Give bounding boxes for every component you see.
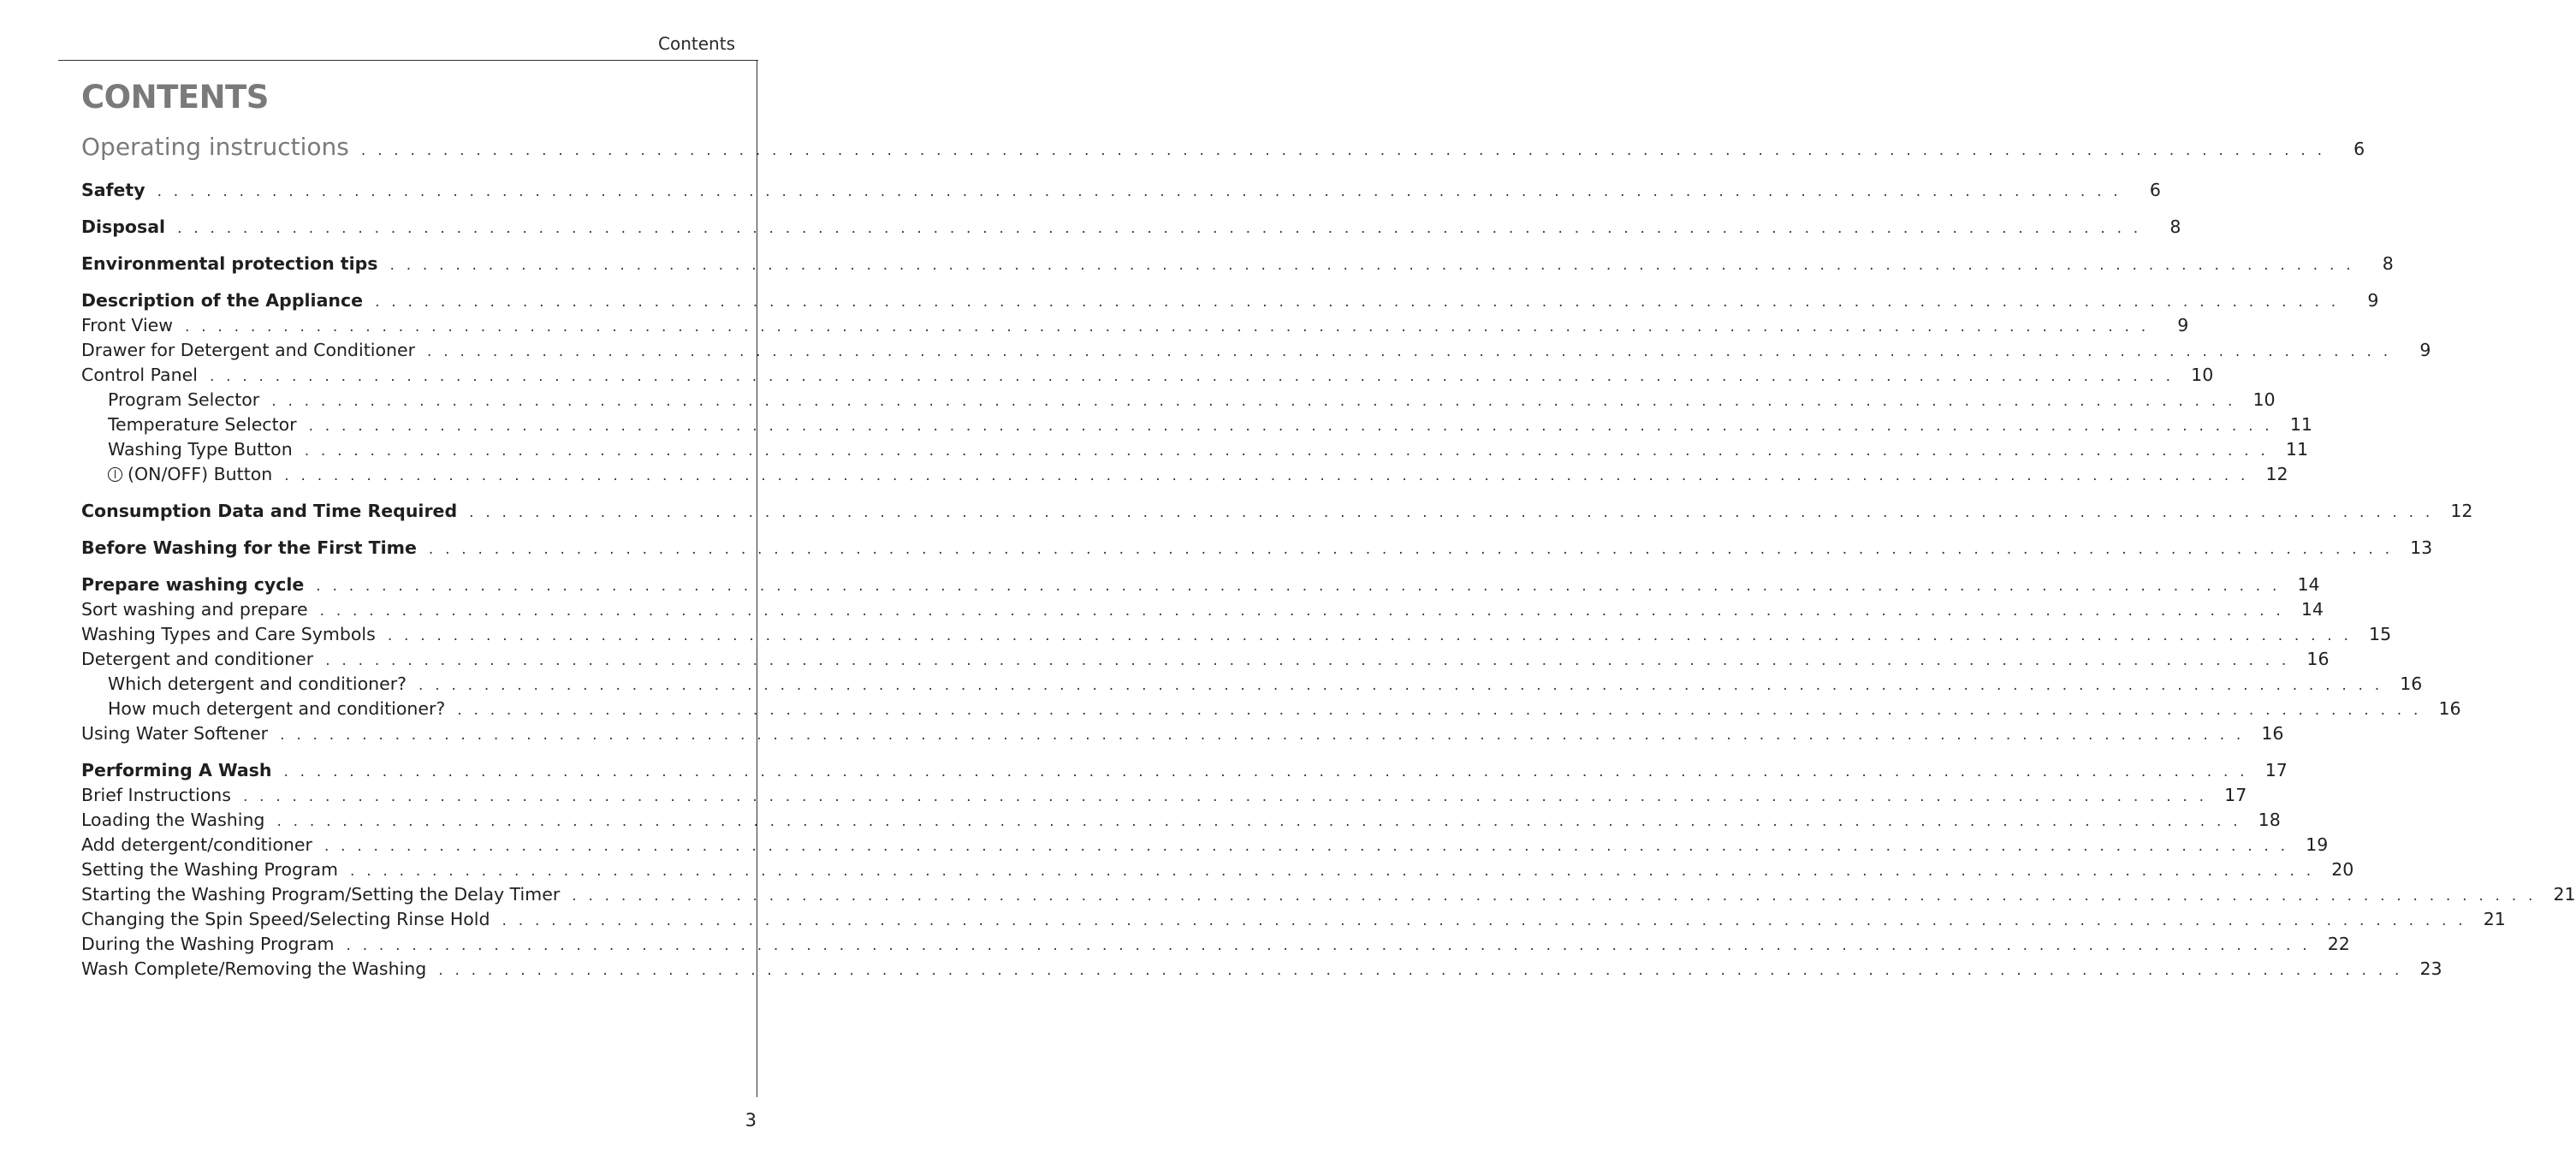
toc-entry-label — [81, 338, 427, 363]
toc-entry[interactable] — [81, 128, 2365, 166]
toc-entry[interactable] — [81, 288, 2379, 313]
toc-entry-label — [81, 721, 280, 746]
toc-entry-label — [81, 907, 502, 932]
toc-entry-text: Detergent and conditioner — [81, 649, 314, 669]
toc-entry[interactable] — [81, 338, 2431, 363]
toc-entry-label — [81, 622, 388, 647]
toc-entry-text: Using Water Softener — [81, 723, 269, 744]
toc-entry-label — [81, 128, 361, 166]
toc-entry-label — [81, 178, 157, 203]
toc-entry-text: Sort washing and prepare — [81, 599, 308, 620]
toc-entry-label — [81, 573, 316, 597]
dot-leader: . . . . . . . . . . . . . . . . . . . . . . . . . . . . . . . . . . . . . . . . . . . . . . . . . . . . . . . . . . . . . . . . . . . . . . . . . . . . . . . . . . . . . . . . . . . . . . . . . . . . . . . . . . . . . . . . . . . . . . . . — [325, 652, 2290, 669]
toc-entry[interactable] — [81, 499, 2473, 524]
toc-entry-text: Prepare washing cycle — [81, 574, 305, 595]
toc-entry-page: 11 — [2285, 439, 2308, 460]
dot-leader: . . . . . . . . . . . . . . . . . . . . . . . . . . . . . . . . . . . . . . . . . . . . . . . . . . . . . . . . . . . . . . . . . . . . . . . . . . . . . . . . . . . . . . . . . . . . . . . . . . . . . . . . . . . . . . . . . . . . . . . . — [185, 318, 2150, 335]
toc-entry-text: During the Washing Program — [81, 934, 335, 954]
toc-entry[interactable] — [81, 783, 2247, 808]
page-number: 3 — [745, 1110, 757, 1130]
toc-entry-text: Consumption Data and Time Required — [81, 501, 458, 521]
toc-entry-label — [81, 597, 320, 622]
toc-entry-text: Description of the Appliance — [81, 290, 364, 311]
toc-entry-page: 20 — [2331, 859, 2354, 880]
dot-leader: . . . . . . . . . . . . . . . . . . . . . . . . . . . . . . . . . . . . . . . . . . . . . . . . . . . . . . . . . . . . . . . . . . . . . . . . . . . . . . . . . . . . . . . . . . . . . . . . . . . . . . . . . . . . . . . . . . . . . . . . — [308, 418, 2273, 435]
toc-entry-label — [81, 252, 390, 276]
toc-entry-text: Safety — [81, 180, 145, 200]
toc-entry[interactable] — [81, 857, 2354, 882]
toc-entry[interactable] — [81, 721, 2284, 746]
toc-entry[interactable] — [81, 536, 2433, 561]
toc-entry-page: 6 — [2149, 180, 2161, 200]
dot-leader: . . . . . . . . . . . . . . . . . . . . . . . . . . . . . . . . . . . . . . . . . . . . . . . . . . . . . . . . . . . . . . . . . . . . . . . . . . . . . . . . . . . . . . . . . . . . . . . . . . . . . . . . . . . . . . . . . . . . . . . . — [457, 702, 2422, 719]
toc-entry-page: 17 — [2224, 785, 2247, 805]
toc-entry[interactable] — [81, 462, 2288, 487]
dot-leader: . . . . . . . . . . . . . . . . . . . . . . . . . . . . . . . . . . . . . . . . . . . . . . . . . . . . . . . . . . . . . . . . . . . . . . . . . . . . . . . . . . . . . . . . . . . . . . . . . . . . . . . . . . . . . . . . . . . . . . . . — [389, 257, 2354, 274]
page-title: CONTENTS — [81, 79, 269, 116]
toc-entry-label — [81, 882, 572, 907]
toc-entry-text: Temperature Selector — [108, 414, 297, 435]
toc-entry-label — [81, 932, 347, 957]
toc-entry[interactable] — [81, 932, 2350, 957]
toc-entry-label — [81, 288, 375, 313]
toc-entry-label — [81, 647, 325, 672]
toc-entry-text: Wash Complete/Removing the Washing — [81, 958, 427, 979]
toc-entry[interactable] — [81, 597, 2324, 622]
toc-entry-text: Before Washing for the First Time — [81, 537, 417, 558]
toc-entry-page: 11 — [2289, 414, 2312, 435]
toc-entry-label — [81, 412, 309, 437]
toc-entry-page: 12 — [2450, 501, 2473, 521]
toc-entry[interactable] — [81, 215, 2181, 240]
toc-entry-text: How much detergent and conditioner? — [108, 698, 446, 719]
toc-entry-label — [81, 833, 324, 857]
toc-entry-label — [81, 783, 243, 808]
toc-entry-page: 22 — [2327, 934, 2350, 954]
dot-leader: . . . . . . . . . . . . . . . . . . . . . . . . . . . . . . . . . . . . . . . . . . . . . . . . . . . . . . . . . . . . . . . . . . . . . . . . . . . . . . . . . . . . . . . . . . . . . . . . . . . . . . . . . . . . . . . . . . . . . . . . — [418, 677, 2383, 694]
dot-leader: . . . . . . . . . . . . . . . . . . . . . . . . . . . . . . . . . . . . . . . . . . . . . . . . . . . . . . . . . . . . . . . . . . . . . . . . . . . . . . . . . . . . . . . . . . . . . . . . . . . . . . . . . . . . . . . . . . . . . . . . — [387, 627, 2353, 644]
toc-entry-label — [81, 857, 350, 882]
dot-leader: . . . . . . . . . . . . . . . . . . . . . . . . . . . . . . . . . . . . . . . . . . . . . . . . . . . . . . . . . . . . . . . . . . . . . . . . . . . . . . . . . . . . . . . . . . . . . . . . . . . . . . . . . . . . . . . . . . . . . . . . — [438, 962, 2403, 979]
toc-entry[interactable] — [81, 437, 2308, 462]
toc-entry-page: 16 — [2400, 673, 2423, 694]
toc-entry-page: 17 — [2264, 760, 2288, 780]
toc-entry-label — [81, 808, 276, 833]
toc-entry-page: 12 — [2265, 464, 2288, 484]
toc-entry[interactable] — [81, 388, 2276, 412]
toc-entry[interactable] — [81, 833, 2329, 857]
dot-leader: . . . . . . . . . . . . . . . . . . . . . . . . . . . . . . . . . . . . . . . . . . . . . . . . . . . . . . . . . . . . . . . . . . . . . . . . . . . . . . . . . . . . . . . . . . . . . . . . . . . . . . . . . . . . . . . . . . . . . . . . — [316, 578, 2281, 595]
toc-entry-text: Washing Type Button — [108, 439, 293, 460]
dot-leader: . . . . . . . . . . . . . . . . . . . . . . . . . . . . . . . . . . . . . . . . . . . . . . . . . . . . . . . . . . . . . . . . . . . . . . . . . . . . . . . . . . . . . . . . . . . . . . . . . . . . . . . . . . . . . . . . . . . . . . . . — [349, 863, 2315, 880]
toc-entry-text: Changing the Spin Speed/Selecting Rinse Hold — [81, 909, 490, 929]
toc-entry-label — [81, 215, 177, 240]
toc-entry[interactable] — [81, 697, 2461, 721]
toc-entry-text: Starting the Washing Program/Setting the Delay Timer — [81, 884, 561, 905]
toc-entry-page: 16 — [2438, 698, 2461, 719]
toc-entry-page: 6 — [2353, 139, 2365, 159]
toc-entry[interactable] — [81, 252, 2394, 276]
toc-entry-text: Operating instructions — [81, 133, 349, 161]
dot-leader: . . . . . . . . . . . . . . . . . . . . . . . . . . . . . . . . . . . . . . . . . . . . . . . . . . . . . . . . . . . . . . . . . . . . . . . . . . . . . . . . . . . . . . . . . . . . . . . . . . . . . . . . . . . . . . . . . . . . . . . . — [572, 887, 2537, 905]
dot-leader: . . . . . . . . . . . . . . . . . . . . . . . . . . . . . . . . . . . . . . . . . . . . . . . . . . . . . . . . . . . . . . . . . . . . . . . . . . . . . . . . . . . . . . . . . . . . . . . . . . . . . . . . . . . . . . . . . . . . . . . . — [346, 937, 2311, 954]
dot-leader: . . . . . . . . . . . . . . . . . . . . . . . . . . . . . . . . . . . . . . . . . . . . . . . . . . . . . . . . . . . . . . . . . . . . . . . . . . . . . . . . . . . . . . . . . . . . . . . . . . . . . . . . . . . . . . . . . . . . . . . . — [375, 294, 2340, 311]
dot-leader: . . . . . . . . . . . . . . . . . . . . . . . . . . . . . . . . . . . . . . . . . . . . . . . . . . . . . . . . . . . . . . . . . . . . . . . . . . . . . . . . . . . . . . . . . . . . . . . . . . . . . . . . . . . . . . . . . . . . . . . . — [280, 727, 2245, 744]
toc-entry-page: 21 — [2553, 884, 2576, 905]
toc-entry-text: Disposal — [81, 217, 166, 237]
dot-leader: . . . . . . . . . . . . . . . . . . . . . . . . . . . . . . . . . . . . . . . . . . . . . . . . . . . . . . . . . . . . . . . . . . . . . . . . . . . . . . . . . . . . . . . . . . . . . . . . . . . . . . . . . . . . . . . . . . . . . . . . — [209, 368, 2175, 385]
toc-entry[interactable] — [81, 313, 2189, 338]
toc-entry[interactable] — [81, 363, 2214, 388]
toc-entry-text: Setting the Washing Program — [81, 859, 338, 880]
toc-entry-label — [81, 437, 305, 462]
toc-entry-page: 13 — [2410, 537, 2433, 558]
dot-leader: . . . . . . . . . . . . . . . . . . . . . . . . . . . . . . . . . . . . . . . . . . . . . . . . . . . . . . . . . . . . . . . . . . . . . . . . . . . . . . . . . . . . . . . . . . . . . . . . . . . . . . . . . . . . . . . . . . . . . . . . — [242, 788, 2208, 805]
toc-entry-page: 8 — [2169, 217, 2181, 237]
toc-entry[interactable] — [81, 622, 2392, 647]
dot-leader: . . . . . . . . . . . . . . . . . . . . . . . . . . . . . . . . . . . . . . . . . . . . . . . . . . . . . . . . . . . . . . . . . . . . . . . . . . . . . . . . . . . . . . . . . . . . . . . . . . . . . . . . . . . . . . . . . . . . . . . . — [319, 602, 2284, 620]
top-rule — [58, 60, 758, 61]
toc-entry[interactable] — [81, 957, 2442, 982]
toc-entry-label — [81, 363, 210, 388]
toc-entry-page: 23 — [2419, 958, 2442, 979]
table-of-contents — [81, 128, 2576, 982]
toc-entry[interactable] — [81, 647, 2330, 672]
toc-entry-page: 14 — [2297, 574, 2320, 595]
toc-entry-text: Add detergent/conditioner — [81, 834, 312, 855]
toc-entry[interactable] — [81, 882, 2576, 907]
toc-entry-label — [81, 499, 469, 524]
toc-entry-page: 16 — [2306, 649, 2330, 669]
dot-leader: . . . . . . . . . . . . . . . . . . . . . . . . . . . . . . . . . . . . . . . . . . . . . . . . . . . . . . . . . . . . . . . . . . . . . . . . . . . . . . . . . . . . . . . . . . . . . . . . . . . . . . . . . . . . . . . . . . . . . . . . — [360, 142, 2326, 159]
toc-entry[interactable] — [81, 178, 2161, 203]
dot-leader: . . . . . . . . . . . . . . . . . . . . . . . . . . . . . . . . . . . . . . . . . . . . . . . . . . . . . . . . . . . . . . . . . . . . . . . . . . . . . . . . . . . . . . . . . . . . . . . . . . . . . . . . . . . . . . . . . . . . . . . . — [157, 183, 2122, 200]
dot-leader: . . . . . . . . . . . . . . . . . . . . . . . . . . . . . . . . . . . . . . . . . . . . . . . . . . . . . . . . . . . . . . . . . . . . . . . . . . . . . . . . . . . . . . . . . . . . . . . . . . . . . . . . . . . . . . . . . . . . . . . . — [271, 393, 2236, 410]
toc-entry[interactable] — [81, 672, 2423, 697]
toc-entry[interactable] — [81, 808, 2281, 833]
toc-entry-page: 16 — [2261, 723, 2284, 744]
toc-entry-label — [81, 462, 284, 487]
toc-entry-page: 8 — [2382, 253, 2394, 274]
dot-leader: . . . . . . . . . . . . . . . . . . . . . . . . . . . . . . . . . . . . . . . . . . . . . . . . . . . . . . . . . . . . . . . . . . . . . . . . . . . . . . . . . . . . . . . . . . . . . . . . . . . . . . . . . . . . . . . . . . . . . . . . — [276, 813, 2241, 830]
toc-entry-page: 19 — [2306, 834, 2329, 855]
running-head: Contents — [658, 33, 735, 54]
toc-entry-text: Performing A Wash — [81, 760, 272, 780]
toc-entry-page: 9 — [2177, 315, 2189, 335]
toc-entry-label — [81, 388, 271, 412]
dot-leader: . . . . . . . . . . . . . . . . . . . . . . . . . . . . . . . . . . . . . . . . . . . . . . . . . . . . . . . . . . . . . . . . . . . . . . . . . . . . . . . . . . . . . . . . . . . . . . . . . . . . . . . . . . . . . . . . . . . . . . . . — [323, 838, 2289, 855]
toc-entry-label — [81, 313, 185, 338]
toc-entry-text: (ON/OFF) Button — [128, 464, 273, 484]
dot-leader: . . . . . . . . . . . . . . . . . . . . . . . . . . . . . . . . . . . . . . . . . . . . . . . . . . . . . . . . . . . . . . . . . . . . . . . . . . . . . . . . . . . . . . . . . . . . . . . . . . . . . . . . . . . . . . . . . . . . . . . . — [428, 541, 2394, 558]
toc-entry-text: Which detergent and conditioner? — [108, 673, 407, 694]
dot-leader: . . . . . . . . . . . . . . . . . . . . . . . . . . . . . . . . . . . . . . . . . . . . . . . . . . . . . . . . . . . . . . . . . . . . . . . . . . . . . . . . . . . . . . . . . . . . . . . . . . . . . . . . . . . . . . . . . . . . . . . . — [469, 504, 2434, 521]
toc-entry-label — [81, 758, 283, 783]
toc-entry-page: 14 — [2300, 599, 2324, 620]
toc-entry[interactable] — [81, 907, 2506, 932]
dot-leader: . . . . . . . . . . . . . . . . . . . . . . . . . . . . . . . . . . . . . . . . . . . . . . . . . . . . . . . . . . . . . . . . . . . . . . . . . . . . . . . . . . . . . . . . . . . . . . . . . . . . . . . . . . . . . . . . . . . . . . . . — [284, 467, 2249, 484]
toc-entry-page: 15 — [2369, 624, 2392, 644]
dot-leader: . . . . . . . . . . . . . . . . . . . . . . . . . . . . . . . . . . . . . . . . . . . . . . . . . . . . . . . . . . . . . . . . . . . . . . . . . . . . . . . . . . . . . . . . . . . . . . . . . . . . . . . . . . . . . . . . . . . . . . . . — [427, 343, 2392, 360]
toc-entry-page: 9 — [2419, 340, 2431, 360]
toc-entry-text: Environmental protection tips — [81, 253, 378, 274]
toc-entry-label — [81, 672, 418, 697]
toc-entry-text: Drawer for Detergent and Conditioner — [81, 340, 416, 360]
toc-entry-text: Control Panel — [81, 365, 198, 385]
toc-entry[interactable] — [81, 758, 2288, 783]
toc-entry-text: Loading the Washing — [81, 810, 265, 830]
dot-leader: . . . . . . . . . . . . . . . . . . . . . . . . . . . . . . . . . . . . . . . . . . . . . . . . . . . . . . . . . . . . . . . . . . . . . . . . . . . . . . . . . . . . . . . . . . . . . . . . . . . . . . . . . . . . . . . . . . . . . . . . — [177, 220, 2142, 237]
toc-entry-text: Brief Instructions — [81, 785, 231, 805]
toc-entry-page: 21 — [2483, 909, 2506, 929]
power-icon — [108, 467, 122, 482]
toc-entry[interactable] — [81, 573, 2320, 597]
toc-entry-text: Front View — [81, 315, 174, 335]
toc-entry-label — [81, 697, 457, 721]
toc-entry-label — [81, 957, 438, 982]
toc-entry-text: Program Selector — [108, 389, 260, 410]
toc-entry-text: Washing Types and Care Symbols — [81, 624, 376, 644]
dot-leader: . . . . . . . . . . . . . . . . . . . . . . . . . . . . . . . . . . . . . . . . . . . . . . . . . . . . . . . . . . . . . . . . . . . . . . . . . . . . . . . . . . . . . . . . . . . . . . . . . . . . . . . . . . . . . . . . . . . . . . . . — [304, 442, 2269, 460]
dot-leader: . . . . . . . . . . . . . . . . . . . . . . . . . . . . . . . . . . . . . . . . . . . . . . . . . . . . . . . . . . . . . . . . . . . . . . . . . . . . . . . . . . . . . . . . . . . . . . . . . . . . . . . . . . . . . . . . . . . . . . . . — [283, 763, 2248, 780]
toc-entry[interactable] — [81, 412, 2312, 437]
toc-entry-page: 18 — [2258, 810, 2281, 830]
dot-leader: . . . . . . . . . . . . . . . . . . . . . . . . . . . . . . . . . . . . . . . . . . . . . . . . . . . . . . . . . . . . . . . . . . . . . . . . . . . . . . . . . . . . . . . . . . . . . . . . . . . . . . . . . . . . . . . . . . . . . . . . — [502, 912, 2466, 929]
toc-entry-label — [81, 536, 429, 561]
toc-entry-page: 10 — [2253, 389, 2276, 410]
toc-entry-page: 9 — [2367, 290, 2379, 311]
toc-entry-page: 10 — [2191, 365, 2214, 385]
